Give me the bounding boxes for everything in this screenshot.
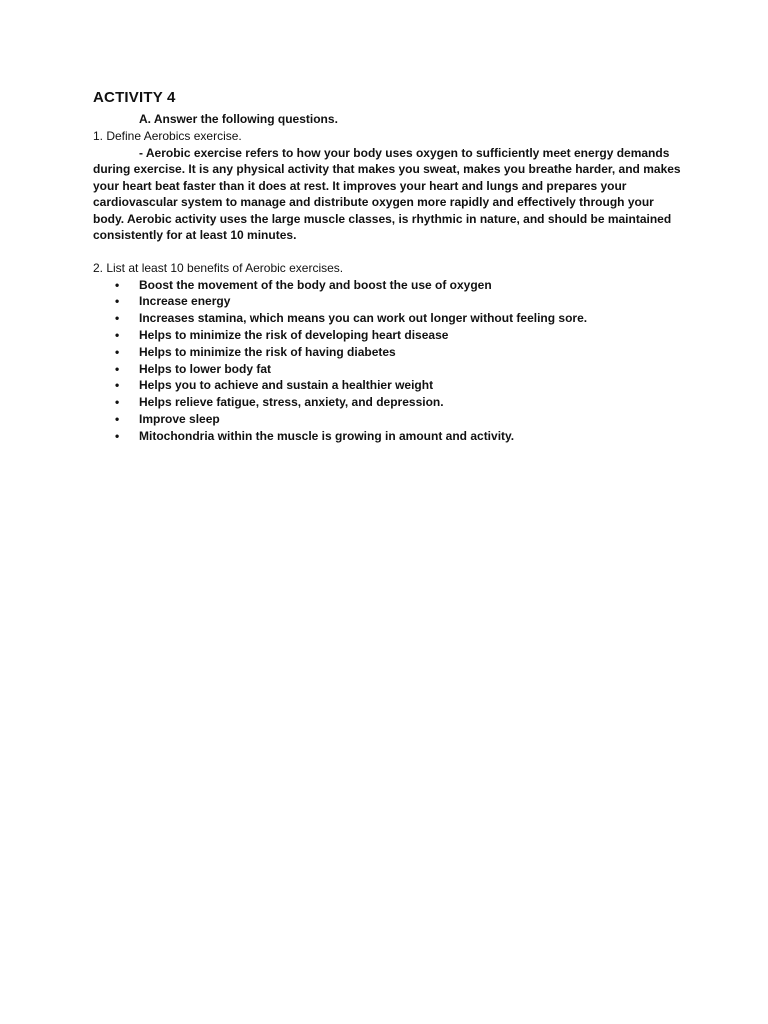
benefit-item — [93, 277, 683, 294]
benefit-text: Increases stamina, which means you can work out longer without feeling sore. — [139, 311, 588, 326]
benefit-text: Increase energy — [139, 294, 231, 309]
benefit-text: Helps to lower body fat — [139, 361, 272, 376]
benefit-item — [93, 428, 683, 445]
benefit-text: Helps to minimize the risk of having diabetes — [139, 344, 396, 359]
bullet-icon: • — [115, 411, 120, 426]
benefit-text: Helps you to achieve and sustain a healthier weight — [139, 378, 434, 393]
section-a-heading: A. Answer the following questions. — [139, 112, 338, 126]
document-content — [93, 88, 683, 445]
benefit-item — [93, 344, 683, 361]
spacer — [93, 244, 683, 260]
bullet-icon: • — [115, 395, 120, 410]
bullet-icon: • — [115, 361, 120, 376]
benefit-item — [93, 310, 683, 327]
benefit-item — [93, 411, 683, 428]
benefit-text: Helps to minimize the risk of developing heart disease — [139, 327, 449, 342]
bullet-icon: • — [115, 344, 120, 359]
bullet-icon: • — [115, 277, 120, 292]
benefits-list — [93, 277, 683, 445]
activity-title: ACTIVITY 4 — [93, 89, 176, 106]
bullet-icon: • — [115, 294, 120, 309]
bullet-icon: • — [115, 327, 120, 342]
benefit-text: Helps relieve fatigue, stress, anxiety, and depression. — [139, 395, 444, 410]
benefit-item — [93, 361, 683, 378]
benefit-item — [93, 293, 683, 310]
question-1: 1. Define Aerobics exercise. — [93, 129, 242, 143]
benefit-text: Improve sleep — [139, 411, 220, 426]
bullet-icon: • — [115, 378, 120, 393]
bullet-icon: • — [115, 311, 120, 326]
benefit-item — [93, 394, 683, 411]
bullet-icon: • — [115, 428, 120, 443]
benefit-text: Mitochondria within the muscle is growing in amount and activity. — [139, 428, 515, 443]
benefit-item — [93, 327, 683, 344]
benefit-text: Boost the movement of the body and boost the use of oxygen — [139, 277, 492, 292]
answer-1: - Aerobic exercise refers to how your body uses oxygen to sufficiently meet energy demands during exercise. It is any physical activity that makes you sweat, makes you breathe harder, and makes your heart beat faster than it does at rest. It improves your heart and lungs and prepares your cardiovascular system to manage and distribute oxygen more rapidly and effectively through your body. Aerobic activity uses the large muscle classes, is rhythmic in nature, and should be maintained consistently for at least 10 minutes. — [93, 145, 681, 243]
benefit-item — [93, 377, 683, 394]
question-2: 2. List at least 10 benefits of Aerobic exercises. — [93, 261, 344, 276]
